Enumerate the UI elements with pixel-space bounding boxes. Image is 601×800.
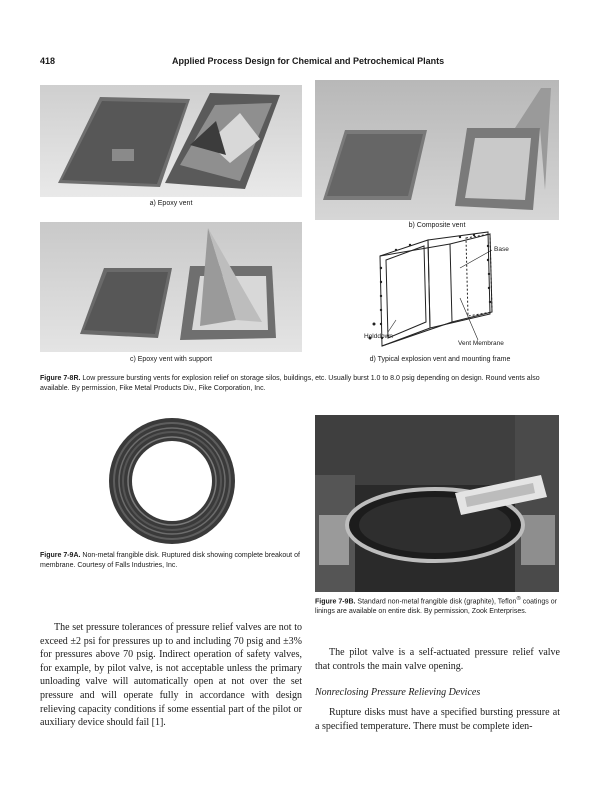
photo-composite-vent xyxy=(315,80,559,220)
photo-graphite-disk xyxy=(315,415,559,592)
figure-9b-caption-label: Figure 7-9B. xyxy=(315,598,356,606)
subcaption-a: a) Epoxy vent xyxy=(149,200,193,207)
figure-9a-caption-label: Figure 7-9A. xyxy=(40,552,81,559)
body-right-paragraph-2: Rupture disks must have a specified bursting pressure at a specified temperature. There must be complete iden- xyxy=(315,707,560,732)
photo-frangible-disk xyxy=(105,416,240,546)
figure-8r-caption xyxy=(40,374,560,394)
figure-9b-caption xyxy=(315,594,560,617)
label-vent-membrane: Vent Membrane xyxy=(458,340,504,347)
label-base: Base xyxy=(494,246,509,253)
figure-8r-caption-text: Low pressure bursting vents for explosion relief on storage silos, buildings, etc. Usually burst 1.0 to 8.0 psig depending on design. Round vents also available. By permission, Fike Metal Products Div., Fike Corporation, Inc. xyxy=(40,375,540,392)
running-title: Applied Process Design for Chemical and Petrochemical Plants xyxy=(172,56,445,66)
figure-9a-caption-text: Non-metal frangible disk. Ruptured disk showing complete breakout of membrane. Courtesy of Falls Industries, Inc. xyxy=(40,552,300,569)
body-right-paragraph-1: The pilot valve is a self-actuated pressure relief valve that controls the main valve opening. xyxy=(315,647,560,672)
label-holddown: Holddown xyxy=(364,333,393,340)
page-number: 418 xyxy=(40,56,56,66)
subcaption-c: c) Epoxy vent with support xyxy=(129,356,213,363)
figure-8r-caption-label: Figure 7-8R. xyxy=(40,375,81,382)
section-heading-nonreclosing: Nonreclosing Pressure Relieving Devices xyxy=(315,687,481,698)
photo-epoxy-vent-support xyxy=(40,222,302,352)
figure-9b-caption-text-1: Standard non-metal frangible disk (graphite), Teflon xyxy=(357,598,517,606)
figure-9a-caption xyxy=(40,551,302,571)
body-left-paragraph: The set pressure tolerances of pressure relief valves are not to exceed ±2 psi for pressures up to and including 70 psig and ±3% for pressures above 70 psig. Indirect operation of safety valves, for example, by pilot valve, is not acceptable unless the primary unloading valve will automatically open at not over the set pressure and will operate fully in accordance with design relieving capacity conditions if some essential part of the pilot or auxiliary device should fail [1]. xyxy=(40,622,302,729)
subcaption-d: d) Typical explosion vent and mounting frame xyxy=(369,356,511,363)
figure-9b-caption-text-2: coatings or linings are available on entire disk. By permission, Zook Enterprises. xyxy=(315,598,557,616)
photo-epoxy-vent xyxy=(40,85,302,197)
subcaption-b: b) Composite vent xyxy=(408,222,466,229)
registered-mark: ® xyxy=(516,596,521,602)
